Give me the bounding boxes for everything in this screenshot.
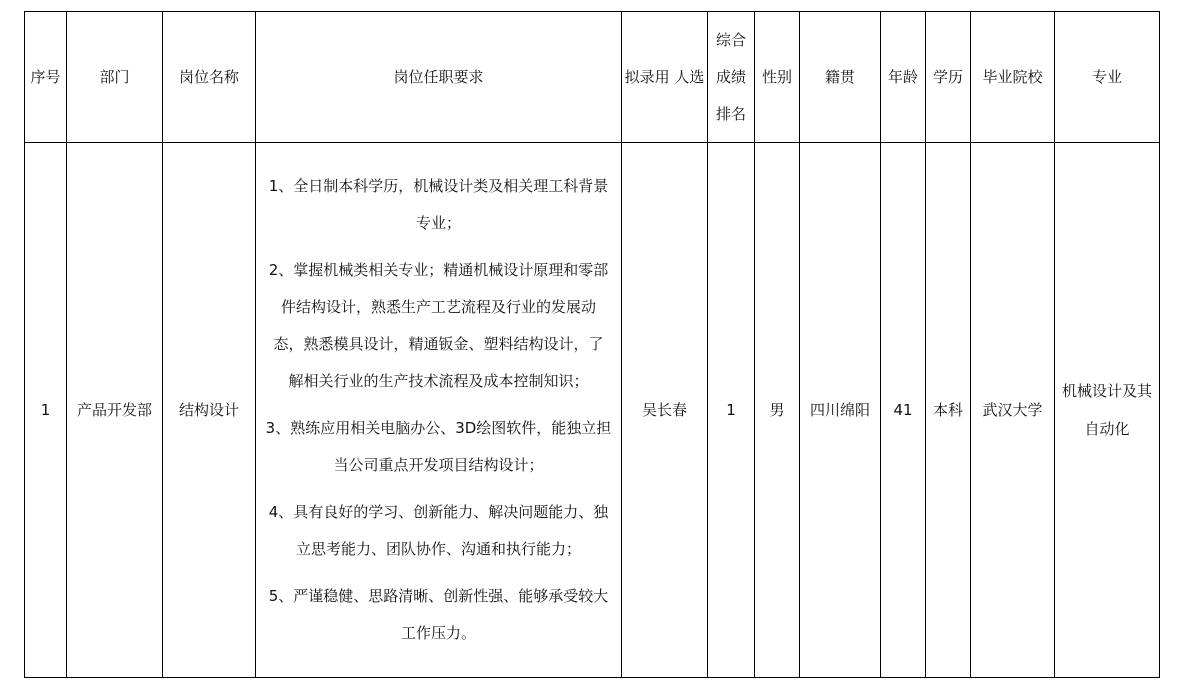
recruitment-table: [24, 11, 1160, 678]
cell-school: 武汉大学: [971, 143, 1055, 678]
header-gender: 性别: [755, 12, 800, 143]
header-rank: [708, 12, 755, 143]
header-requirements: 岗位任职要求: [256, 12, 622, 143]
requirement-line: 4、具有良好的学习、创新能力、解决问题能力、独: [268, 503, 609, 521]
header-origin: 籍贯: [800, 12, 881, 143]
cell-rank: 1: [708, 143, 755, 678]
cell-dept: 产品开发部: [67, 143, 163, 678]
header-rank-line: 排名: [715, 104, 746, 123]
header-education: 学历: [926, 12, 971, 143]
requirement-item: [260, 168, 617, 242]
requirement-line: 5、严谨稳健、思路清晰、创新性强、能够承受较大: [268, 587, 609, 605]
cell-requirements: [256, 143, 622, 678]
requirement-line: 1、全日制本科学历，机械设计类及相关理工科背景: [268, 177, 609, 195]
requirement-line: 当公司重点开发项目结构设计；: [333, 456, 544, 474]
table-row: [25, 143, 1160, 678]
requirement-item: [260, 494, 617, 568]
cell-candidate: 吴长春: [622, 143, 708, 678]
header-candidate: 拟录用 人选: [622, 12, 708, 143]
cell-age: 41: [881, 143, 926, 678]
header-row: [25, 12, 1160, 143]
header-age: 年龄: [881, 12, 926, 143]
requirement-item: [260, 252, 617, 400]
requirement-item: [260, 578, 617, 652]
header-position: 岗位名称: [163, 12, 256, 143]
requirement-item: [260, 410, 617, 484]
cell-no: 1: [25, 143, 67, 678]
requirement-line: 2、掌握机械类相关专业；精通机械设计原理和零部: [268, 261, 609, 279]
header-rank-line: 成绩: [715, 67, 746, 86]
major-line: 自动化: [1084, 420, 1130, 438]
cell-gender: 男: [755, 143, 800, 678]
cell-origin: 四川绵阳: [800, 143, 881, 678]
requirement-line: 件结构设计，熟悉生产工艺流程及行业的发展动: [280, 298, 596, 316]
major-line: 机械设计及其: [1061, 382, 1152, 400]
header-no: 序号: [25, 12, 67, 143]
requirement-line: 专业；: [415, 214, 461, 232]
header-school: 毕业院校: [971, 12, 1055, 143]
header-rank-line: 综合: [715, 30, 746, 49]
cell-major: [1055, 143, 1160, 678]
header-major: 专业: [1055, 12, 1160, 143]
cell-education: 本科: [926, 143, 971, 678]
requirement-line: 3、熟练应用相关电脑办公、3D绘图软件，能独立担: [265, 419, 612, 437]
requirement-line: 立思考能力、团队协作、沟通和执行能力；: [295, 540, 581, 558]
requirement-line: 工作压力。: [400, 624, 476, 642]
requirement-line: 态，熟悉模具设计，精通钣金、塑料结构设计，了: [273, 335, 604, 353]
cell-position: 结构设计: [163, 143, 256, 678]
requirement-line: 解相关行业的生产技术流程及成本控制知识；: [288, 372, 589, 390]
header-dept: 部门: [67, 12, 163, 143]
